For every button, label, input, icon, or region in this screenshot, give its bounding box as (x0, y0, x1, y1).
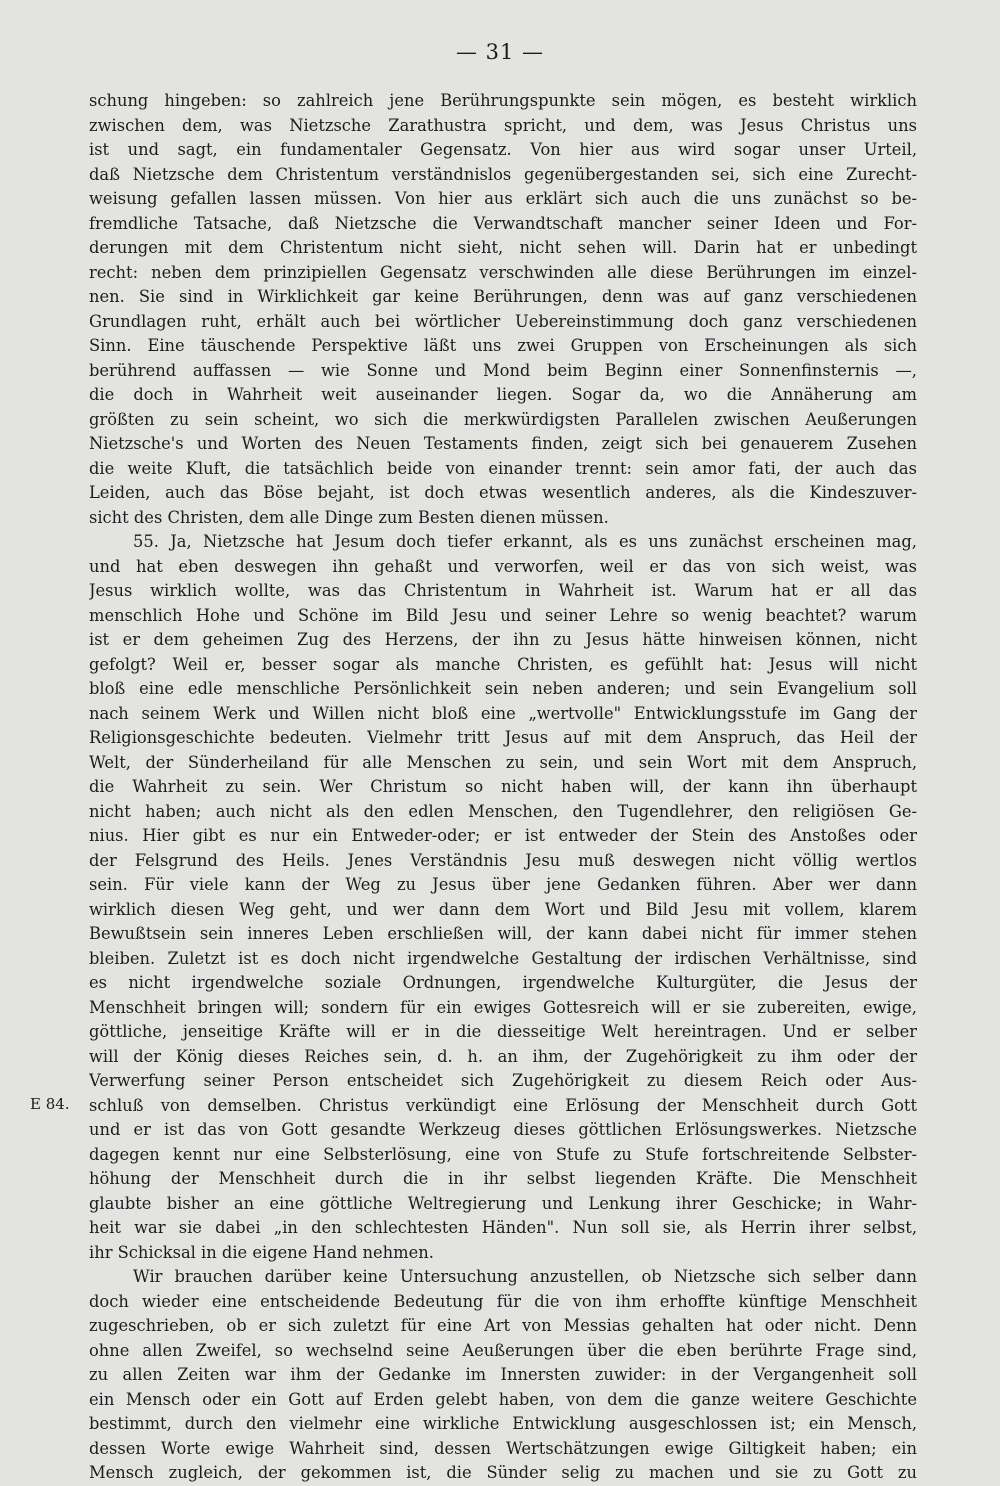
text-line: Jesus wirklich wollte, was das Christentum in Wahrheit ist. Warum hat er all das (89, 581, 917, 600)
text-line: Mensch zugleich, der gekommen ist, die Sünder selig zu machen und sie zu Gott zu (89, 1463, 917, 1482)
text-line: heit war sie dabei „in den schlechtesten Händen". Nun soll sie, als Herrin ihrer selbst, (89, 1218, 917, 1237)
text-line: Verwerfung seiner Person entscheidet sich Zugehörigkeit zu diesem Reich oder Aus- (89, 1071, 917, 1090)
text-line: ist er dem geheimen Zug des Herzens, der ihn zu Jesus hätte hinweisen können, nicht (89, 630, 917, 649)
text-line: zwischen dem, was Nietzsche Zarathustra spricht, und dem, was Jesus Christus uns (89, 115, 917, 135)
text-line: weisung gefallen lassen müssen. Von hier aus erklärt sich auch die uns zunächst so be- (89, 189, 917, 208)
text-line: schung hingeben: so zahlreich jene Berührungspunkte sein mögen, es besteht wirklich (89, 91, 917, 110)
text-line: ist und sagt, ein fundamentaler Gegensatz. Von hier aus wird sogar unser Urteil, (89, 140, 917, 159)
text-line: die doch in Wahrheit weit auseinander liegen. Sogar da, wo die Annäherung am (89, 385, 917, 404)
text-line: gefolgt? Weil er, besser sogar als manche Christen, es gefühlt hat: Jesus will nicht (89, 654, 917, 674)
text-line: ihr Schicksal in die eigene Hand nehmen. (89, 1242, 434, 1262)
text-line: Leiden, auch das Böse bejaht, ist doch etwas wesentlich anderes, als die Kindeszuver- (89, 483, 917, 502)
text-line: dagegen kennt nur eine Selbsterlösung, eine von Stufe zu Stufe fortschreitende Selbster- (89, 1144, 917, 1164)
text-line: doch wieder eine entscheidende Bedeutung für die von ihm erhoffte künftige Menschheit (89, 1291, 917, 1311)
text-line: Religionsgeschichte bedeuten. Vielmehr tritt Jesus auf mit dem Anspruch, das Heil der (89, 728, 917, 747)
text-line: ohne allen Zweifel, so wechselnd seine Aeußerungen über die eben berührte Frage sind, (89, 1340, 917, 1360)
text-line: Welt, der Sünderheiland für alle Menschen zu sein, und sein Wort mit dem Anspruch, (89, 752, 917, 772)
paragraph-start: Wir brauchen darüber keine Untersuchung anzustellen, ob Nietzsche sich selber dann (133, 1267, 917, 1286)
text-line: zugeschrieben, ob er sich zuletzt für eine Art von Messias gehalten hat oder nicht. Denn (89, 1316, 917, 1335)
text-line: recht: neben dem prinzipiellen Gegensatz verschwinden alle diese Berührungen im einzel- (89, 262, 917, 282)
text-line: Bewußtsein sein inneres Leben erschließen will, der kann dabei nicht für immer stehen (89, 924, 917, 943)
text-line: Sinn. Eine täuschende Perspektive läßt uns zwei Gruppen von Erscheinungen als sich (89, 336, 917, 355)
text-line: es nicht irgendwelche soziale Ordnungen, irgendwelche Kulturgüter, die Jesus der (89, 973, 917, 992)
text-line: Grundlagen ruht, erhält auch bei wörtlicher Uebereinstimmung doch ganz verschiedenen (89, 311, 917, 331)
text-line: die Wahrheit zu sein. Wer Christum so nicht haben will, der kann ihn überhaupt (89, 777, 917, 796)
text-line: und hat eben deswegen ihn gehaßt und verworfen, weil er das von sich weist, was (89, 556, 917, 576)
text-line: derungen mit dem Christentum nicht sieht, nicht sehen will. Darin hat er unbedingt (89, 238, 917, 257)
paragraph-55-start: 55. Ja, Nietzsche hat Jesum doch tiefer erkannt, als es uns zunächst erscheinen mag, (133, 532, 917, 551)
text-line: wirklich diesen Weg geht, und wer dann dem Wort und Bild Jesu mit vollem, klarem (89, 899, 917, 919)
text-line: will der König dieses Reiches sein, d. h. an ihm, der Zugehörigkeit zu ihm oder der (89, 1046, 917, 1066)
text-line: schluß von demselben. Christus verkündigt eine Erlösung der Menschheit durch Gott (89, 1095, 917, 1115)
text-line: bestimmt, durch den vielmehr eine wirkliche Entwicklung ausgeschlossen ist; ein Mensch, (89, 1414, 917, 1433)
text-line: menschlich Hohe und Schöne im Bild Jesu und seiner Lehre so wenig beachtet? warum (89, 605, 917, 625)
text-line: nicht haben; auch nicht als den edlen Menschen, den Tugendlehrer, den religiösen Ge- (89, 801, 917, 821)
text-line: göttliche, jenseitige Kräfte will er in die diesseitige Welt hereintragen. Und er selber (89, 1022, 917, 1041)
text-line: nach seinem Werk und Willen nicht bloß eine „wertvolle" Entwicklungsstufe im Gang der (89, 703, 917, 723)
body-text (89, 89, 917, 1486)
text-line: nen. Sie sind in Wirklichkeit gar keine Berührungen, denn was auf ganz verschiedenen (89, 287, 917, 306)
text-line: größten zu sein scheint, wo sich die merkwürdigsten Parallelen zwischen Aeußerungen (89, 409, 917, 429)
text-line: dessen Worte ewige Wahrheit sind, dessen Wertschätzungen ewige Giltigkeit haben; ein (89, 1438, 917, 1458)
text-line: ein Mensch oder ein Gott auf Erden gelebt haben, von dem die ganze weitere Geschichte (89, 1389, 917, 1409)
text-line: glaubte bisher an eine göttliche Weltregierung und Lenkung ihrer Geschicke; in Wahr- (89, 1193, 917, 1213)
text-line: die weite Kluft, die tatsächlich beide von einander trennt: sein amor fati, der auch das (89, 458, 917, 478)
text-line: und er ist das von Gott gesandte Werkzeug dieses göttlichen Erlösungswerkes. Nietzsche (89, 1120, 917, 1139)
page-number: — 31 — (455, 40, 545, 64)
text-line: sein. Für viele kann der Weg zu Jesus über jene Gedanken führen. Aber wer dann (89, 875, 917, 894)
text-line: bloß eine edle menschliche Persönlichkeit sein neben anderen; und sein Evangelium soll (89, 679, 917, 698)
text-line: höhung der Menschheit durch die in ihr selbst liegenden Kräfte. Die Menschheit (89, 1169, 917, 1188)
text-line: der Felsgrund des Heils. Jenes Verständnis Jesu muß deswegen nicht völlig wertlos (89, 850, 917, 870)
text-line: bleiben. Zuletzt ist es doch nicht irgendwelche Gestaltung der irdischen Verhältnisse, sind (89, 948, 917, 968)
text-line: zu allen Zeiten war ihm der Gedanke im Innersten zuwider: in der Vergangenheit soll (89, 1365, 917, 1384)
text-line: nius. Hier gibt es nur ein Entweder-oder; er ist entweder der Stein des Anstoßes oder (89, 826, 917, 845)
margin-note: E 84. (30, 1095, 70, 1113)
text-line: daß Nietzsche dem Christentum verständnislos gegenübergestanden sei, sich eine Zurecht- (89, 164, 917, 184)
text-line: sicht des Christen, dem alle Dinge zum Besten dienen müssen. (89, 507, 609, 527)
text-line: fremdliche Tatsache, daß Nietzsche die Verwandtschaft mancher seiner Ideen und For- (89, 213, 917, 233)
text-line: Nietzsche's und Worten des Neuen Testaments finden, zeigt sich bei genauerem Zusehen (89, 434, 917, 453)
text-line: Menschheit bringen will; sondern für ein ewiges Gottesreich will er sie zubereiten, ewige, (89, 997, 917, 1017)
text-line: berührend auffassen — wie Sonne und Mond beim Beginn einer Sonnenfinsternis —, (89, 360, 917, 380)
